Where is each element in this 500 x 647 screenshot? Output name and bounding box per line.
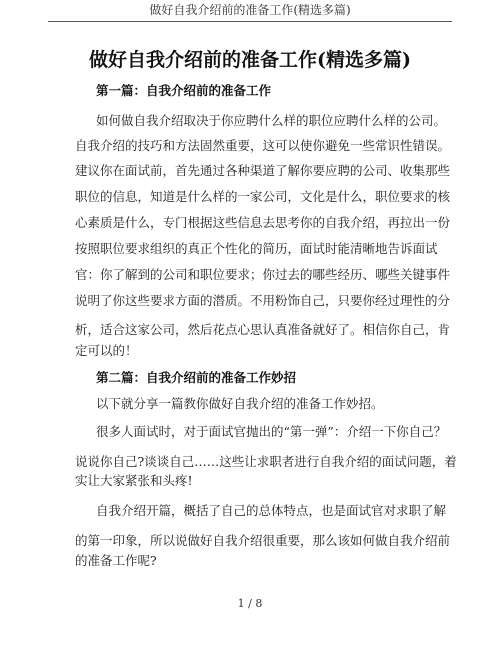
paragraph-line: 按照职位要求组织的真正个性化的简历，面试时能清晰地告诉面试 [75, 241, 438, 256]
paragraph-line: 实让大家紧张和头疼! [75, 473, 193, 488]
paragraph-line: 的准备工作呢? [75, 553, 157, 568]
section-heading-1: 第一篇：自我介绍前的准备工作 [96, 83, 272, 98]
header-divider [48, 21, 452, 22]
paragraph-line: 职位的信息，知道是什么样的一家公司，文化是什么，职位要求的核 [75, 189, 451, 204]
paragraph-line: 官：你了解到的公司和职位要求；你过去的哪些经历、哪些关键事件 [75, 267, 451, 282]
paragraph-line: 说说你自己?谈谈自己……这些让求职者进行自我介绍的面试问题，着 [75, 454, 457, 469]
document-title: 做好自我介绍前的准备工作(精选多篇) [89, 49, 411, 71]
paragraph-line: 说明了你这些要求方面的潜质。不用粉饰自己，只要你经过理性的分 [75, 293, 451, 308]
paragraph-line: 以下就分享一篇教你做好自我介绍的准备工作妙招。 [96, 396, 384, 411]
paragraph-line: 的第一印象，所以说做好自我介绍很重要，那么该如何做自我介绍前 [75, 533, 451, 548]
paragraph-line: 自我介绍开篇，概括了自己的总体特点，也是面试官对求职了解 [96, 503, 447, 518]
page-number: 1 / 8 [237, 597, 263, 610]
paragraph-line: 如何做自我介绍取决于你应聘什么样的职位应聘什么样的公司。 [96, 113, 447, 128]
paragraph-line: 定可以的！ [75, 343, 138, 358]
paragraph-line: 很多人面试时，对于面试官抛出的“第一弹”：介绍一下你自己？ [96, 424, 447, 439]
section-heading-2: 第二篇：自我介绍前的准备工作妙招 [96, 370, 297, 385]
paragraph-line: 析，适合这家公司，然后花点心思认真准备就好了。相信你自己，肯 [75, 322, 451, 337]
paragraph-line: 建议你在面试前，首先通过各种渠道了解你要应聘的公司、收集那些 [75, 163, 451, 178]
paragraph-line: 心素质是什么，专门根据这些信息去思考你的自我介绍，再拉出一份 [75, 215, 451, 230]
paragraph-line: 自我介绍的技巧和方法固然重要，这可以使你避免一些常识性错误。 [75, 138, 451, 153]
running-header: 做好自我介绍前的准备工作(精选多篇) [149, 3, 351, 17]
